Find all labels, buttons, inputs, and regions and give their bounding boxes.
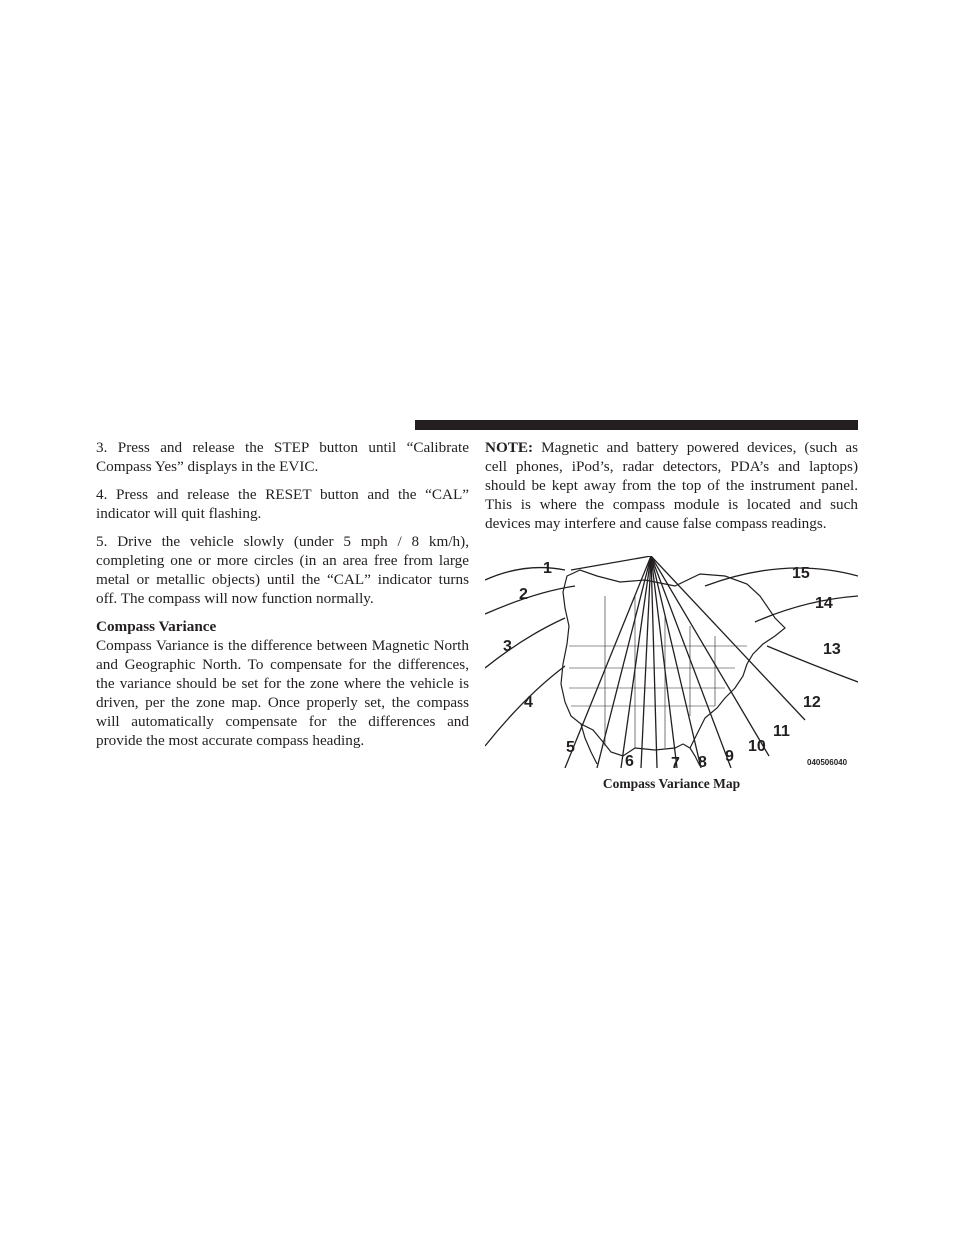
step-4: 4. Press and release the RESET button and the “CAL” indicator will quit flashing. [96, 486, 469, 522]
zone-label-13: 13 [823, 641, 841, 658]
header-bar [415, 420, 858, 430]
isogonic-line [651, 556, 657, 768]
zone-label-10: 10 [748, 738, 766, 755]
zone-label-9: 9 [725, 748, 734, 765]
zone-label-15: 15 [792, 565, 810, 582]
step-3: 3. Press and release the STEP button until “Calibrate Compass Yes” displays in the EVIC. [96, 439, 469, 475]
isogonic-line [651, 556, 677, 768]
zone-label-6: 6 [625, 753, 634, 768]
zone-label-8: 8 [698, 754, 707, 768]
zone-boundary-curve [767, 646, 858, 682]
zone-label-14: 14 [815, 595, 833, 612]
zone-label-11: 11 [773, 723, 790, 740]
right-column [485, 438, 858, 533]
zone-boundary-curve [755, 596, 858, 622]
baja-outline [581, 724, 597, 764]
zone-label-3: 3 [503, 638, 512, 655]
zone-boundary-curve [485, 586, 575, 614]
section-heading: Compass Variance [96, 618, 217, 635]
note-label: NOTE: [485, 439, 534, 456]
left-column [96, 438, 469, 750]
zone-label-1: 1 [543, 560, 552, 577]
zone-label-2: 2 [519, 586, 528, 603]
note-paragraph [485, 438, 858, 533]
isogonic-line [571, 556, 651, 570]
zone-boundary-curve [485, 568, 565, 580]
isogonic-line [651, 556, 731, 768]
isogonic-line [651, 556, 701, 768]
zone-label-5: 5 [566, 739, 575, 756]
note-text: Magnetic and battery powered devices, (such as cell phones, iPod’s, radar detectors, PDA’s and laptops) should be kept away from the top of the instrument panel. This is where the compass module is located and such devices may interfere and cause false compass readings. [485, 439, 858, 532]
figure-id: 040506040 [807, 758, 848, 767]
isogonic-line [565, 556, 651, 768]
zone-label-7: 7 [671, 755, 680, 768]
compass-variance-map [485, 556, 858, 768]
zone-label-4: 4 [524, 694, 533, 711]
figure-caption: Compass Variance Map [602, 776, 741, 791]
step-5: 5. Drive the vehicle slowly (under 5 mph / 8 km/h), completing one or more circles (in an area free from large metal or metallic objects) until the “CAL” indicator turns off. The compass will now function normally. [96, 533, 469, 607]
map-svg [485, 556, 858, 768]
section-body: Compass Variance is the difference between Magnetic North and Geographic North. To compensate for the differences, the variance should be set for the zone where the vehicle is driven, per the zone map. Once properly set, the compass will automatically compensate for the differences and provide the most accurate compass heading. [96, 637, 469, 749]
zone-label-12: 12 [803, 694, 821, 711]
zone-boundary-curve [485, 618, 565, 668]
